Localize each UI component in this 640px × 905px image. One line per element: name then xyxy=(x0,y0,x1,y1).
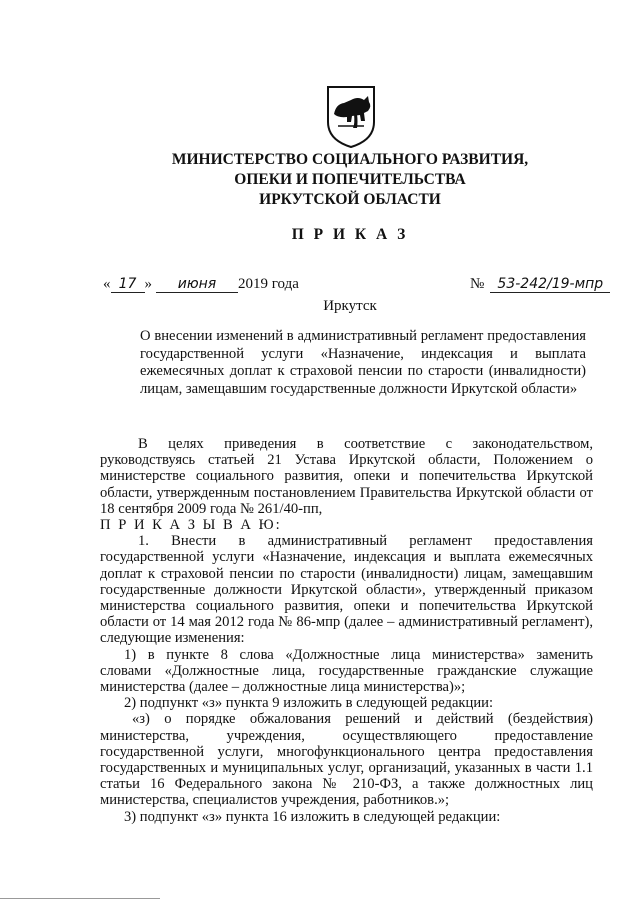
handwritten-month: июня xyxy=(156,276,238,293)
preamble-line: министерстве социального развития, опеки и попечительства Иркутской xyxy=(100,468,593,485)
order-body xyxy=(100,436,593,825)
scan-edge-divider xyxy=(0,898,160,899)
subitem2-text-line: статьи 16 Федерального закона № 210-ФЗ, а также должностных лиц xyxy=(100,776,593,793)
item1-line: государственной услуги «Назначение, индексация и выплата ежемесячных xyxy=(100,549,593,566)
subitem2-text-line: министерства, специалистов учреждения, работников.»; xyxy=(100,792,450,809)
date-year: 2019 года xyxy=(238,276,299,292)
preamble-line: области, утвержденным постановлением Правительства Иркутской области от xyxy=(100,484,593,501)
item1-line: доплат к страховой пенсии по старости (инвалидности) лицам, замещавшим xyxy=(100,565,593,582)
ministry-name xyxy=(150,150,550,210)
order-subject xyxy=(140,328,586,398)
subject-line: лицам, замещавшим государственные должности Иркутской области» xyxy=(140,380,578,397)
subitem1-line: словами «Должностные лица, государственные гражданские служащие xyxy=(100,662,593,679)
handwritten-day: 17 xyxy=(111,276,145,293)
number-label: № xyxy=(470,276,485,292)
ministry-line: МИНИСТЕРСТВО СОЦИАЛЬНОГО РАЗВИТИЯ, xyxy=(171,151,529,168)
handwritten-number: 53-242/19-мпр xyxy=(490,276,610,293)
subject-line: О внесении изменений в административный регламент предоставления xyxy=(140,328,586,344)
subitem1-line: 1) в пункте 8 слова «Должностные лица министерства» заменить xyxy=(124,646,593,663)
item1-line: государственные должности Иркутской области», утвержденный приказом xyxy=(100,581,593,598)
order-word: П Р И К А З Ы В А Ю: xyxy=(100,517,282,534)
subitem2-line: 2) подпункт «з» пункта 9 изложить в следующей редакции: xyxy=(124,695,494,712)
subitem1-line: министерства (далее – должностные лица министерства)»; xyxy=(100,679,466,696)
document-type-title: П Р И К А З xyxy=(291,226,409,243)
subitem2-text-line: министерства, учреждения, осуществляющего предоставление xyxy=(100,727,593,744)
preamble-line: руководствуясь статьей 21 Устава Иркутской области, Положением о xyxy=(100,452,593,469)
quote-open: « xyxy=(103,276,111,292)
item1-line: следующие изменения: xyxy=(100,630,245,647)
ministry-line: ОПЕКИ И ПОПЕЧИТЕЛЬСТВА xyxy=(234,171,466,188)
quote-close: » xyxy=(144,276,152,292)
item1-line: министерства социального развития, опеки и попечительства Иркутской xyxy=(100,598,593,615)
irkutsk-coat-of-arms-icon xyxy=(324,84,378,150)
order-date xyxy=(103,276,299,293)
order-city: Иркутск xyxy=(323,298,377,314)
subject-line: государственной услуги «Назначение, индексация и выплата xyxy=(140,345,586,362)
item1-line: 1. Внести в административный регламент предоставления xyxy=(138,533,593,550)
ministry-line: ИРКУТСКОЙ ОБЛАСТИ xyxy=(259,191,441,208)
preamble-line: В целях приведения в соответствие с законодательством, xyxy=(138,436,593,452)
subitem2-text-line: государственных и муниципальных услуг, организаций, указанных в части 1.1 xyxy=(100,760,593,777)
subitem2-text-line: государственной услуги, многофункционального центра предоставления xyxy=(100,743,593,760)
subitem3-line: 3) подпункт «з» пункта 16 изложить в следующей редакции: xyxy=(124,808,501,825)
subitem2-text-line: «з) о порядке обжалования решений и действий (бездействия) xyxy=(132,711,593,728)
item1-line: области от 14 мая 2012 года № 86-мпр (далее – административный регламент), xyxy=(100,614,593,631)
order-number xyxy=(470,276,610,293)
subject-line: ежемесячных доплат к страховой пенсии по старости (инвалидности) xyxy=(140,363,586,379)
preamble-line: 18 сентября 2009 года № 261/40-пп, xyxy=(100,500,323,517)
